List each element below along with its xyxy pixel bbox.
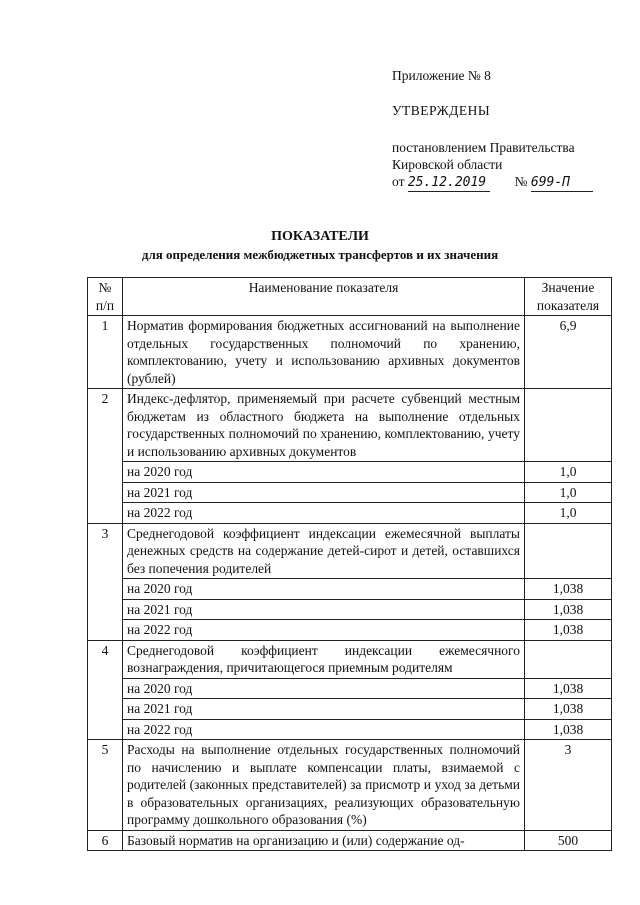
year-value: 1,038 (525, 620, 612, 641)
col-header-num (88, 278, 123, 316)
row-number-cont (88, 719, 123, 740)
table-subrow (88, 503, 612, 524)
row-name: Норматив формирования бюджетных ассигнований на выполнение отдельных государственных полномочий по хранению, комплектованию, учету и использованию архивных документов (рублей) (123, 316, 525, 389)
row-name: Среднегодовой коэффициент индексации ежемесячной выплаты денежных средств на содержание детей-сирот и детей, оставшихся без попечения родителей (123, 523, 525, 579)
table-row (88, 316, 612, 389)
year-label: на 2020 год (123, 678, 525, 699)
row-number: 6 (88, 830, 123, 851)
year-value: 1,038 (525, 699, 612, 720)
row-value: 6,9 (525, 316, 612, 389)
row-number: 1 (88, 316, 123, 389)
row-number: 4 (88, 640, 123, 678)
row-value (525, 523, 612, 579)
col-header-name: Наименование показателя (123, 278, 525, 316)
page-title: ПОКАЗАТЕЛИ (271, 229, 369, 244)
row-name: Среднегодовой коэффициент индексации ежемесячного вознаграждения, причитающегося приемным родителям (123, 640, 525, 678)
row-number: 3 (88, 523, 123, 579)
year-label: на 2020 год (123, 579, 525, 600)
year-value: 1,0 (525, 503, 612, 524)
row-number-cont (88, 482, 123, 503)
table-row (88, 389, 612, 462)
col-header-value-line2: показателя (536, 297, 600, 313)
row-number: 5 (88, 740, 123, 831)
row-name: Расходы на выполнение отдельных государственных полномочий по начислению и выплате компенсации платы, взимаемой с родителей (законных представителей) за присмотр и уход за детьми в образовательных организациях, реализующих образовательную программу дошкольного образования (%) (123, 740, 525, 831)
table-subrow (88, 462, 612, 483)
row-number-cont (88, 599, 123, 620)
row-value (525, 389, 612, 462)
table-row (88, 830, 612, 851)
indicators-table (87, 277, 612, 851)
col-header-num-line1: № (98, 280, 112, 295)
row-value: 3 (525, 740, 612, 831)
col-header-value (525, 278, 612, 316)
row-value (525, 640, 612, 678)
table-header-row (88, 278, 612, 316)
approval-date-line (392, 173, 593, 192)
number-prefix: № (514, 174, 528, 189)
table-row (88, 640, 612, 678)
year-label: на 2021 год (123, 699, 525, 720)
row-number-cont (88, 503, 123, 524)
year-value: 1,038 (525, 719, 612, 740)
approved-label: УТВЕРЖДЕНЫ (392, 103, 491, 118)
col-header-value-line1: Значение (541, 280, 595, 295)
row-name: Индекс-дефлятор, применяемый при расчете субвенций местным бюджетам из областного бюджета на выполнение отдельных государственных полномочий по хранению, комплектованию, учету и использованию архивных документов (123, 389, 525, 462)
year-label: на 2022 год (123, 620, 525, 641)
year-label: на 2022 год (123, 719, 525, 740)
table-subrow (88, 599, 612, 620)
year-label: на 2020 год (123, 462, 525, 483)
row-number-cont (88, 620, 123, 641)
table-subrow (88, 678, 612, 699)
number-value: 699-П (531, 174, 593, 192)
year-value: 1,0 (525, 482, 612, 503)
year-label: на 2021 год (123, 482, 525, 503)
table-subrow (88, 579, 612, 600)
table-row (88, 523, 612, 579)
year-value: 1,038 (525, 678, 612, 699)
page-subtitle: для определения межбюджетных трансфертов и их значения (141, 247, 499, 262)
date-prefix: от (392, 174, 405, 189)
table-subrow (88, 719, 612, 740)
row-number: 2 (88, 389, 123, 462)
row-number-cont (88, 462, 123, 483)
row-value: 500 (525, 830, 612, 851)
year-value: 1,0 (525, 462, 612, 483)
year-label: на 2022 год (123, 503, 525, 524)
row-number-cont (88, 678, 123, 699)
year-value: 1,038 (525, 579, 612, 600)
row-number-cont (88, 579, 123, 600)
row-name: Базовый норматив на организацию и (или) содержание од- (123, 830, 525, 851)
row-number-cont (88, 699, 123, 720)
table-subrow (88, 699, 612, 720)
approved-by-line1: постановлением Правительства (392, 140, 575, 155)
table-row (88, 740, 612, 831)
table-subrow (88, 620, 612, 641)
date-value: 25.12.2019 (408, 174, 490, 192)
year-label: на 2021 год (123, 599, 525, 620)
approved-by-line2: Кировской области (392, 157, 503, 172)
year-value: 1,038 (525, 599, 612, 620)
appendix-label: Приложение № 8 (392, 68, 491, 83)
table-subrow (88, 482, 612, 503)
col-header-num-line2: п/п (95, 297, 115, 313)
